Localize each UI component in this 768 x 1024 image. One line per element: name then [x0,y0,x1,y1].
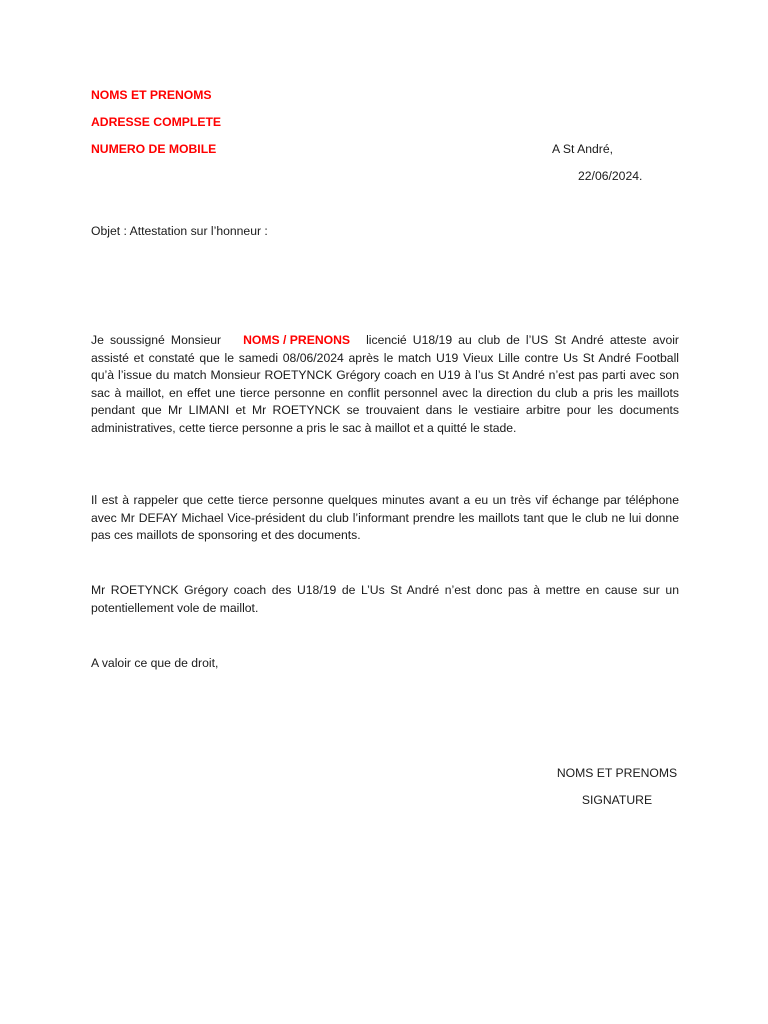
body-paragraph-3: Mr ROETYNCK Grégory coach des U18/19 de L’Us St André n’est donc pas à mettre en cause sur un potentiellement vole de maillot. [91,583,679,615]
signature-label: SIGNATURE [581,793,653,807]
subject-line: Objet : Attestation sur l’honneur : [91,224,268,238]
date-line: 22/06/2024. [578,169,643,183]
body-paragraph-2: Il est à rappeler que cette tierce personne quelques minutes avant a eu un très vif échange par téléphone avec Mr DEFAY Michael Vice-président du club l’informant prendre les maillots tant que le club ne lui donne pas ces maillots de sponsoring et des documents. [91,493,679,543]
sender-names-label: NOMS ET PRENOMS [91,88,212,102]
place-line: A St André, [552,142,613,156]
signature-names-label: NOMS ET PRENOMS [556,766,678,780]
p1-text: licencié U18/19 au club de l’US St André atteste avoir assisté et constaté que le samedi 08/06/2024 après le match U19 Vieux Lille contre Us St André Football qu’à l’issue du match Monsieur ROETYNCK Grégory coach en U19 à l’us St André n’est pas parti avec son sac à maillot, en effet une tierce personne en conflit personnel avec la direction du club a pris les maillots pendant que Mr LIMANI et Mr ROETYNCK se trouvaient dans le vestiaire arbitre pour les documents administratives, cette tierce personne a pris le sac à maillot et a quitté le stade. [91,333,679,435]
name-placeholder: NOMS / PRENONS [243,333,351,347]
sender-mobile-label: NUMERO DE MOBILE [91,142,217,156]
sender-address-label: ADRESSE COMPLETE [91,115,222,129]
body-paragraph-1 [91,332,679,438]
closing-line: A valoir ce que de droit, [91,656,219,670]
p1-intro: Je soussigné Monsieur [91,333,222,347]
